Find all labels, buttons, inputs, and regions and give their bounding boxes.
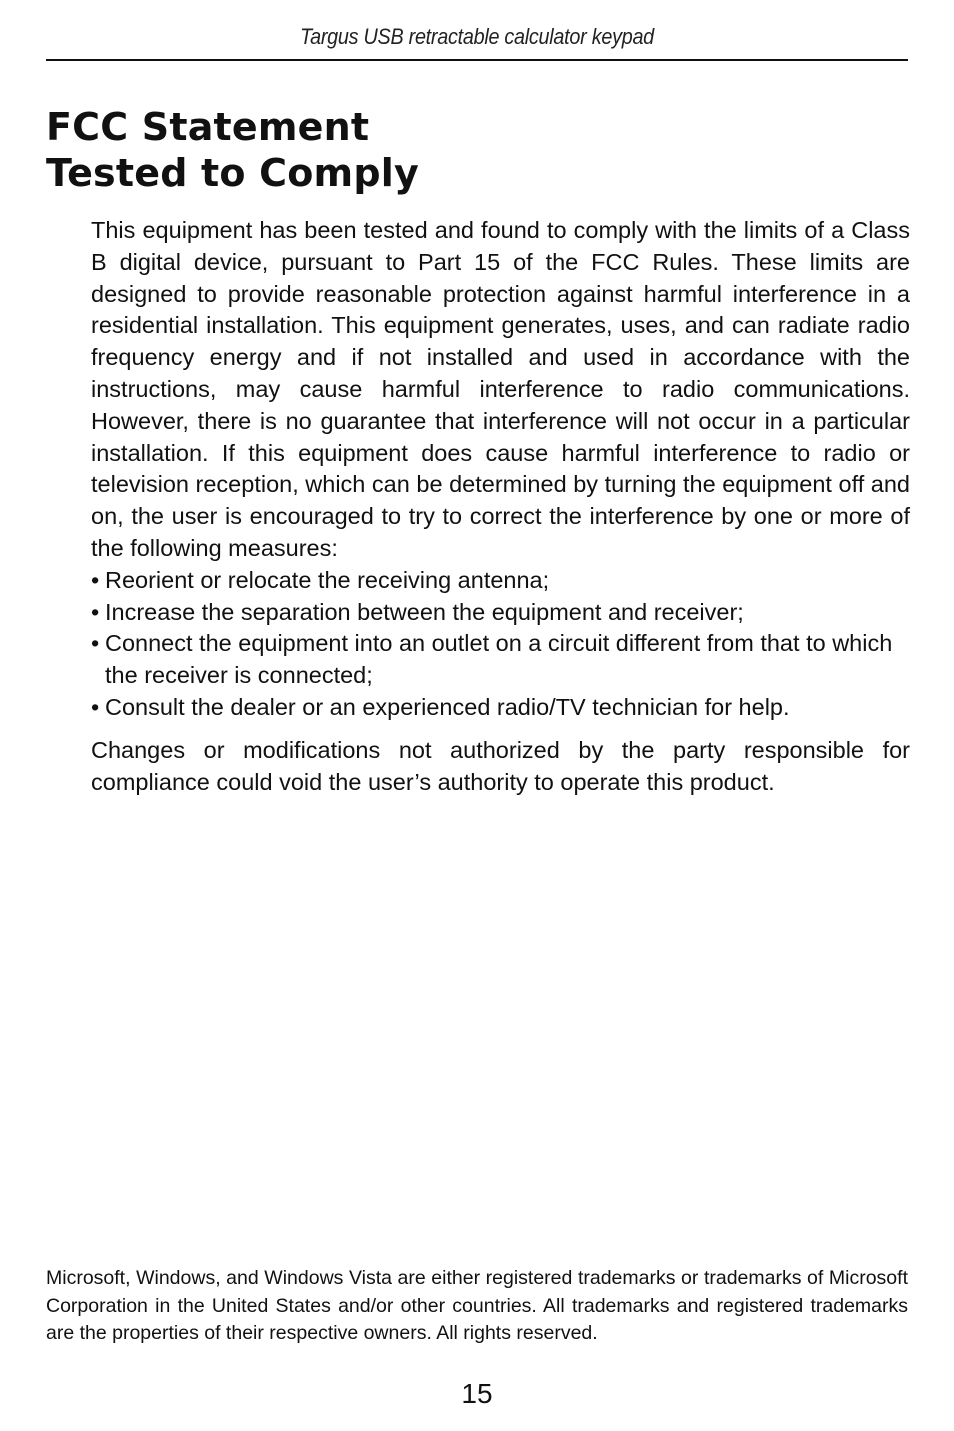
measure-item	[91, 692, 921, 724]
measure-text: Reorient or relocate the receiving antenna;	[105, 566, 550, 593]
bullet-icon: •	[91, 693, 100, 720]
bullet-icon: •	[91, 598, 100, 625]
page-title	[46, 104, 419, 196]
measure-text: Consult the dealer or an experienced radio/TV technician for help.	[105, 693, 790, 720]
trademark-notice: Microsoft, Windows, and Windows Vista are either registered trademarks or trademarks of Microsoft Corporation in the United States and/or other countries. All trademarks and registered trademarks are the properties of their respective owners. All rights reserved.	[46, 1267, 908, 1344]
measure-item	[91, 628, 921, 692]
header-rule	[46, 59, 908, 61]
compliance-paragraph: This equipment has been tested and found to comply with the limits of a Class B digital device, pursuant to Part 15 of the FCC Rules. These limits are designed to provide reasonable protection against harmful interference in a residential installation. This equipment generates, uses, and can radiate radio frequency energy and if not installed and used in accordance with the instructions, may cause harmful interference to radio communications. However, there is no guarantee that interference will not occur in a particular installation. If this equipment does cause harmful interference to radio or television reception, which can be determined by turning the equipment off and on, the user is encouraged to try to correct the interference by one or more of the following measures:	[91, 217, 910, 561]
measure-text: Increase the separation between the equipment and receiver;	[105, 598, 744, 625]
page-title-line-1: FCC Statement	[46, 105, 370, 149]
modifications-paragraph: Changes or modifications not authorized by the party responsible for compliance could void the user’s authority to operate this product.	[91, 736, 910, 795]
running-header: Targus USB retractable calculator keypad	[300, 24, 654, 49]
measure-text: Connect the equipment into an outlet on a circuit different from that to which the receiver is connected;	[105, 630, 893, 689]
measures-list	[91, 565, 921, 724]
bullet-icon: •	[91, 566, 100, 593]
page-title-line-2: Tested to Comply	[46, 151, 419, 195]
measure-item	[91, 565, 921, 597]
bullet-icon: •	[91, 630, 100, 657]
measure-item	[91, 597, 921, 629]
statement-body	[91, 215, 910, 798]
page-number: 15	[461, 1378, 493, 1409]
